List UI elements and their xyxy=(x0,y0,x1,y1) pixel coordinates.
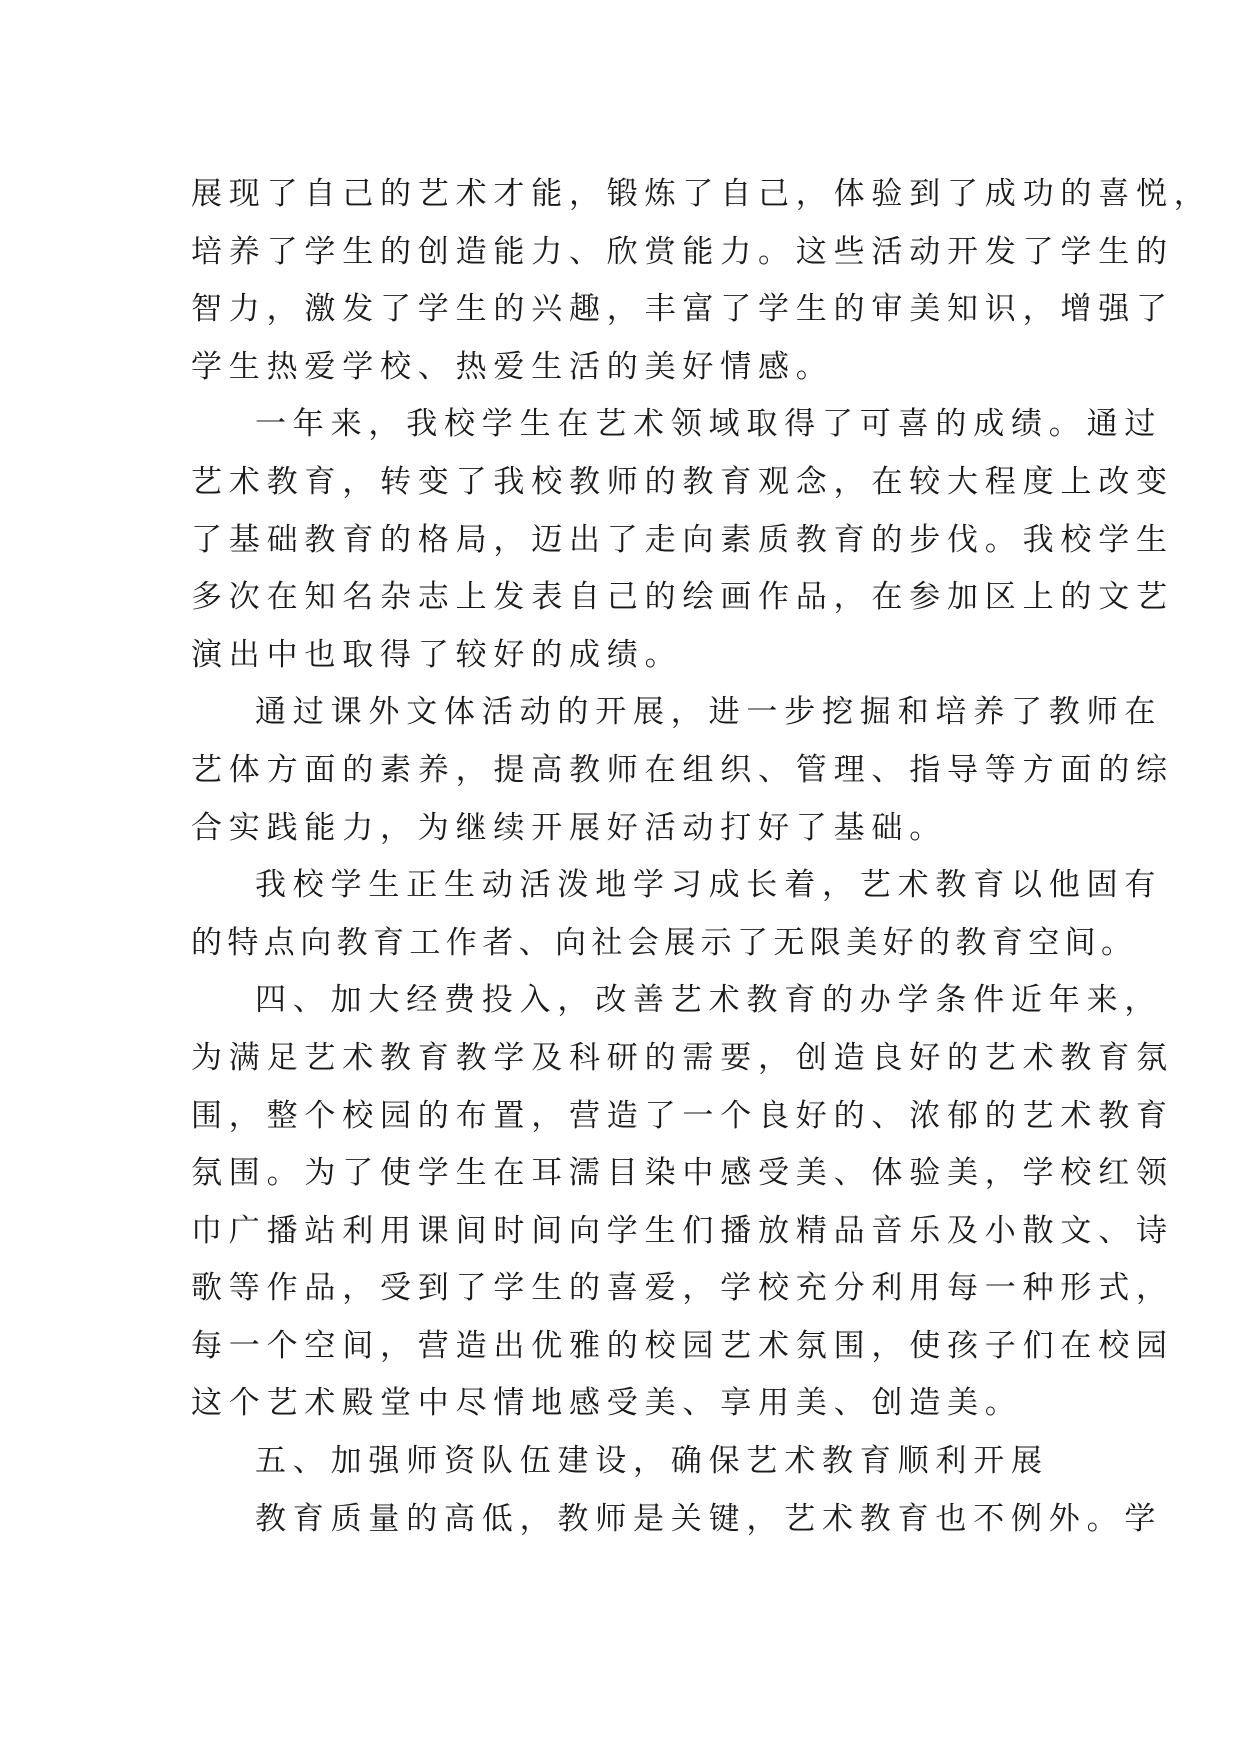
text-line: 多次在知名杂志上发表自己的绘画作品，在参加区上的文艺 xyxy=(191,579,1174,616)
section-heading: 五、加强师资队伍建设，确保艺术教育顺利开展 xyxy=(255,1443,1049,1480)
text-line: 了基础教育的格局，迈出了走向素质教育的步伐。我校学生 xyxy=(191,521,1174,558)
text-line: 一年来，我校学生在艺术领域取得了可喜的成绩。通过 xyxy=(255,406,1163,443)
text-line: 为满足艺术教育教学及科研的需要，创造良好的艺术教育氛 xyxy=(191,1039,1174,1076)
text-line: 合实践能力，为继续开展好活动打好了基础。 xyxy=(191,809,947,846)
text-line: 四、加大经费投入，改善艺术教育的办学条件近年来， xyxy=(255,982,1163,1019)
text-line: 通过课外文体活动的开展，进一步挖掘和培养了教师在 xyxy=(255,694,1163,731)
text-line: 这个艺术殿堂中尽情地感受美、享用美、创造美。 xyxy=(191,1385,1023,1422)
text-line: 的特点向教育工作者、向社会展示了无限美好的教育空间。 xyxy=(191,924,1138,961)
text-line: 展现了自己的艺术才能，锻炼了自己，体验到了成功的喜悦， xyxy=(191,176,1212,212)
text-line: 艺体方面的素养，提高教师在组织、管理、指导等方面的综 xyxy=(191,751,1174,788)
text-line: 我校学生正生动活泼地学习成长着，艺术教育以他固有 xyxy=(255,867,1163,904)
text-line: 智力，激发了学生的兴趣，丰富了学生的审美知识，增强了 xyxy=(191,291,1174,328)
text-line: 每一个空间，营造出优雅的校园艺术氛围，使孩子们在校园 xyxy=(191,1327,1174,1364)
body-text xyxy=(191,166,1212,1548)
text-line: 巾广播站利用课间时间向学生们播放精品音乐及小散文、诗 xyxy=(191,1212,1174,1249)
text-line: 艺术教育，转变了我校教师的教育观念，在较大程度上改变 xyxy=(191,463,1174,500)
text-line: 演出中也取得了较好的成绩。 xyxy=(191,636,683,673)
text-line: 歌等作品，受到了学生的喜爱，学校充分利用每一种形式， xyxy=(191,1270,1174,1307)
text-line: 氛围。为了使学生在耳濡目染中感受美、体验美，学校红领 xyxy=(191,1155,1174,1192)
text-line: 教育质量的高低，教师是关键，艺术教育也不例外。学 xyxy=(255,1500,1163,1537)
text-line: 培养了学生的创造能力、欣赏能力。这些活动开发了学生的 xyxy=(191,233,1174,270)
text-line: 学生热爱学校、热爱生活的美好情感。 xyxy=(191,348,834,385)
text-line: 围，整个校园的布置，营造了一个良好的、浓郁的艺术教育 xyxy=(191,1097,1174,1134)
